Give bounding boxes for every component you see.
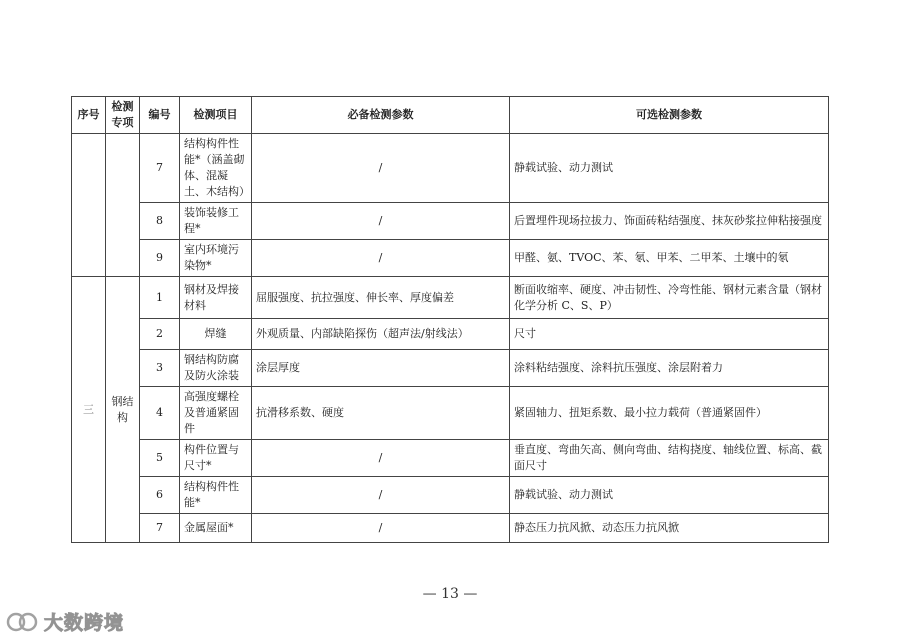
spec-table xyxy=(71,96,829,543)
row-optional: 甲醛、氨、TVOC、苯、氡、甲苯、二甲苯、土壤中的氡 xyxy=(510,240,829,277)
table-row xyxy=(72,514,829,543)
header-required: 必备检测参数 xyxy=(252,97,510,134)
row-required: 涂层厚度 xyxy=(252,350,510,387)
header-item: 检测项目 xyxy=(180,97,252,134)
table-row xyxy=(72,387,829,440)
row-item: 装饰装修工程* xyxy=(180,203,252,240)
row-item: 构件位置与尺寸* xyxy=(180,440,252,477)
section-seq: 三 xyxy=(72,277,106,543)
category-cell-empty xyxy=(106,134,140,277)
table-row xyxy=(72,440,829,477)
watermark-logo-icon xyxy=(4,610,40,634)
watermark xyxy=(4,608,124,635)
row-item: 高强度螺栓及普通紧固件 xyxy=(180,387,252,440)
row-number: 4 xyxy=(140,387,180,440)
row-number: 2 xyxy=(140,319,180,350)
row-item: 室内环境污染物* xyxy=(180,240,252,277)
row-item: 结构构件性能* xyxy=(180,477,252,514)
row-number: 1 xyxy=(140,277,180,319)
header-optional: 可选检测参数 xyxy=(510,97,829,134)
row-required: / xyxy=(252,440,510,477)
row-item: 钢结构防腐及防火涂装 xyxy=(180,350,252,387)
row-item: 结构构件性能*（涵盖砌体、混凝土、木结构） xyxy=(180,134,252,203)
row-optional: 断面收缩率、硬度、冲击韧性、冷弯性能、钢材元素含量（钢材化学分析 C、S、P） xyxy=(510,277,829,319)
header-row xyxy=(72,97,829,134)
row-optional: 紧固轴力、扭矩系数、最小拉力载荷（普通紧固件） xyxy=(510,387,829,440)
table-row xyxy=(72,240,829,277)
header-category: 检测专项 xyxy=(106,97,140,134)
row-optional: 静态压力抗风掀、动态压力抗风掀 xyxy=(510,514,829,543)
row-required: / xyxy=(252,514,510,543)
row-number: 8 xyxy=(140,203,180,240)
table-row xyxy=(72,350,829,387)
row-number: 9 xyxy=(140,240,180,277)
table-row xyxy=(72,277,829,319)
row-item: 金属屋面* xyxy=(180,514,252,543)
row-optional: 垂直度、弯曲矢高、侧向弯曲、结构挠度、轴线位置、标高、截面尺寸 xyxy=(510,440,829,477)
row-required: / xyxy=(252,477,510,514)
row-number: 6 xyxy=(140,477,180,514)
row-required: 屈服强度、抗拉强度、伸长率、厚度偏差 xyxy=(252,277,510,319)
row-item: 钢材及焊接材料 xyxy=(180,277,252,319)
header-seq: 序号 xyxy=(72,97,106,134)
row-required: 抗滑移系数、硬度 xyxy=(252,387,510,440)
row-required: / xyxy=(252,240,510,277)
row-number: 3 xyxy=(140,350,180,387)
row-number: 5 xyxy=(140,440,180,477)
row-optional: 静载试验、动力测试 xyxy=(510,477,829,514)
table-row xyxy=(72,477,829,514)
table-row xyxy=(72,319,829,350)
row-optional: 静载试验、动力测试 xyxy=(510,134,829,203)
page-number: — 13 — xyxy=(422,586,478,602)
watermark-text: 大数跨境 xyxy=(44,612,125,634)
row-optional: 后置埋件现场拉拔力、饰面砖粘结强度、抹灰砂浆拉伸粘接强度 xyxy=(510,203,829,240)
row-number: 7 xyxy=(140,134,180,203)
header-number: 编号 xyxy=(140,97,180,134)
table-row xyxy=(72,203,829,240)
row-required: 外观质量、内部缺陷探伤（超声法/射线法） xyxy=(252,319,510,350)
row-optional: 尺寸 xyxy=(510,319,829,350)
row-item: 焊缝 xyxy=(180,319,252,350)
section-category: 钢结构 xyxy=(106,277,140,543)
row-required: / xyxy=(252,134,510,203)
row-optional: 涂料粘结强度、涂料抗压强度、涂层附着力 xyxy=(510,350,829,387)
table-row xyxy=(72,134,829,203)
row-required: / xyxy=(252,203,510,240)
row-number: 7 xyxy=(140,514,180,543)
seq-cell-empty xyxy=(72,134,106,277)
